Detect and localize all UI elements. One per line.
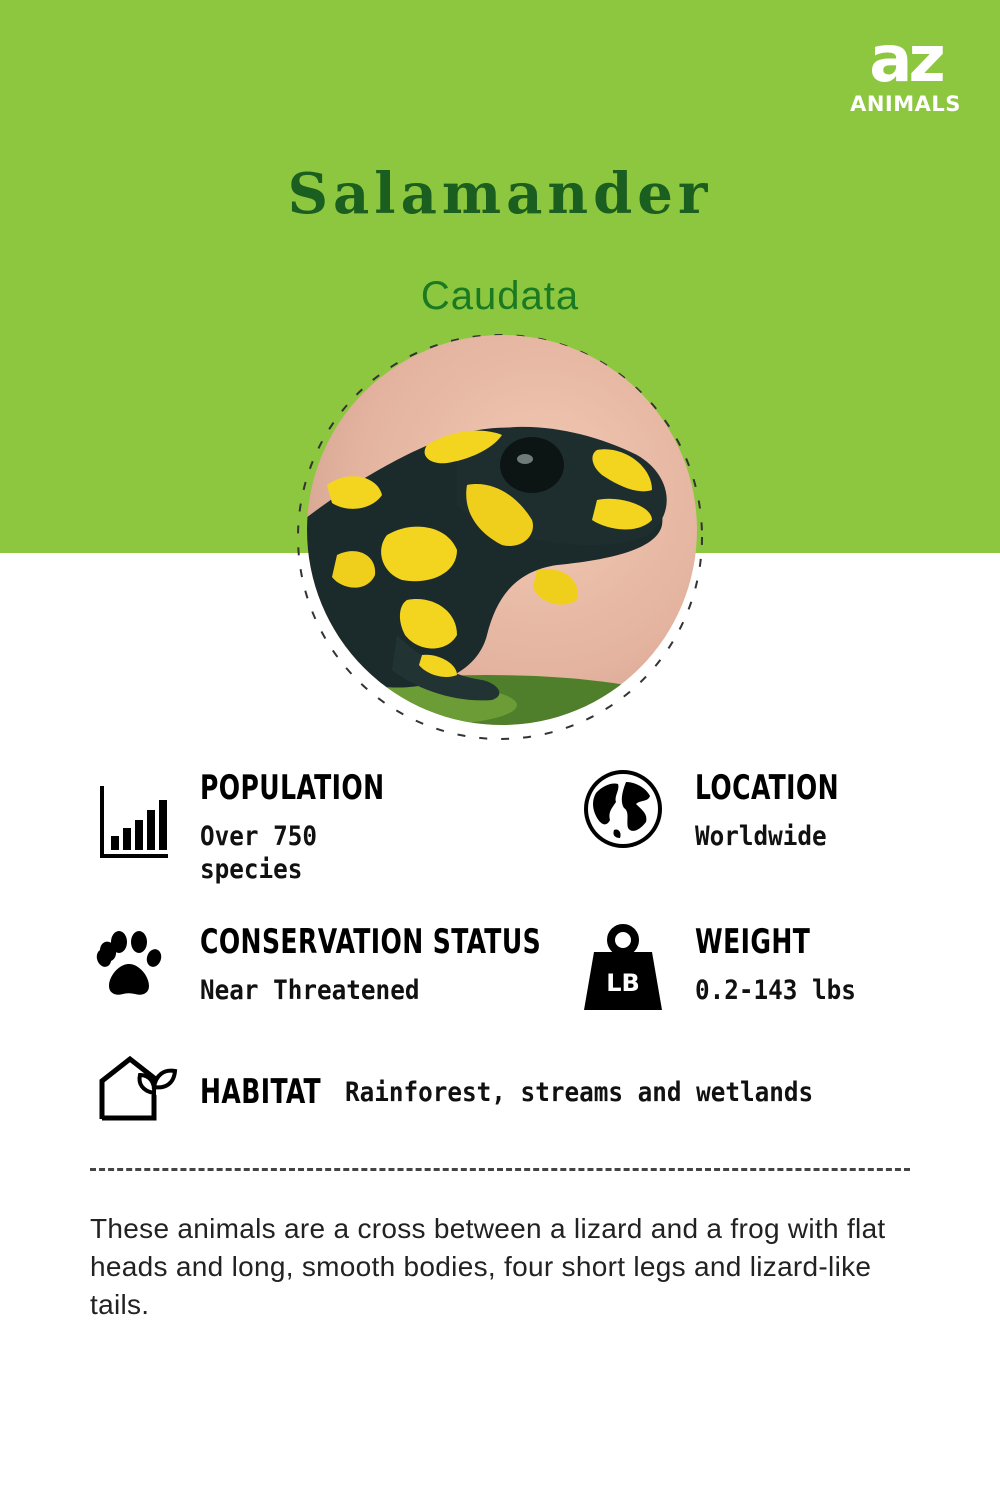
description-text: These animals are a cross between a lizard and a frog with flat heads and long, smooth bodies, four short legs and lizard-like tails. — [90, 1213, 886, 1320]
conservation-label: CONSERVATION STATUS — [200, 922, 542, 962]
habitat-label: HABITAT — [200, 1072, 322, 1112]
weight-icon — [584, 924, 662, 1010]
az-animals-logo[interactable] — [843, 23, 968, 128]
weight-label: WEIGHT — [695, 922, 811, 962]
population-value: Over 750 species — [200, 821, 318, 885]
scientific-name: Caudata — [420, 274, 580, 318]
logo-mark: az — [869, 23, 942, 97]
salamander-photo — [307, 335, 697, 725]
dashed-divider — [90, 1168, 910, 1171]
conservation-value: Near Threatened — [200, 975, 420, 1006]
location-fact — [695, 768, 955, 853]
location-value: Worldwide — [695, 821, 827, 852]
animal-name: Salamander — [287, 161, 713, 227]
population-fact — [200, 768, 540, 886]
habitat-value: Rainforest, streams and wetlands — [345, 1077, 814, 1108]
bar-chart-icon — [100, 786, 168, 858]
weight-icon-text: LB — [606, 969, 640, 997]
globe-icon — [582, 768, 664, 850]
house-plant-icon — [98, 1055, 178, 1121]
weight-value: 0.2-143 lbs — [695, 975, 856, 1006]
logo-word: ANIMALS — [850, 92, 961, 116]
population-label: POPULATION — [200, 768, 385, 808]
paw-icon — [95, 930, 163, 998]
conservation-fact — [200, 922, 580, 1007]
weight-fact — [695, 922, 955, 1007]
location-label: LOCATION — [695, 768, 839, 808]
habitat-fact — [200, 1072, 960, 1112]
